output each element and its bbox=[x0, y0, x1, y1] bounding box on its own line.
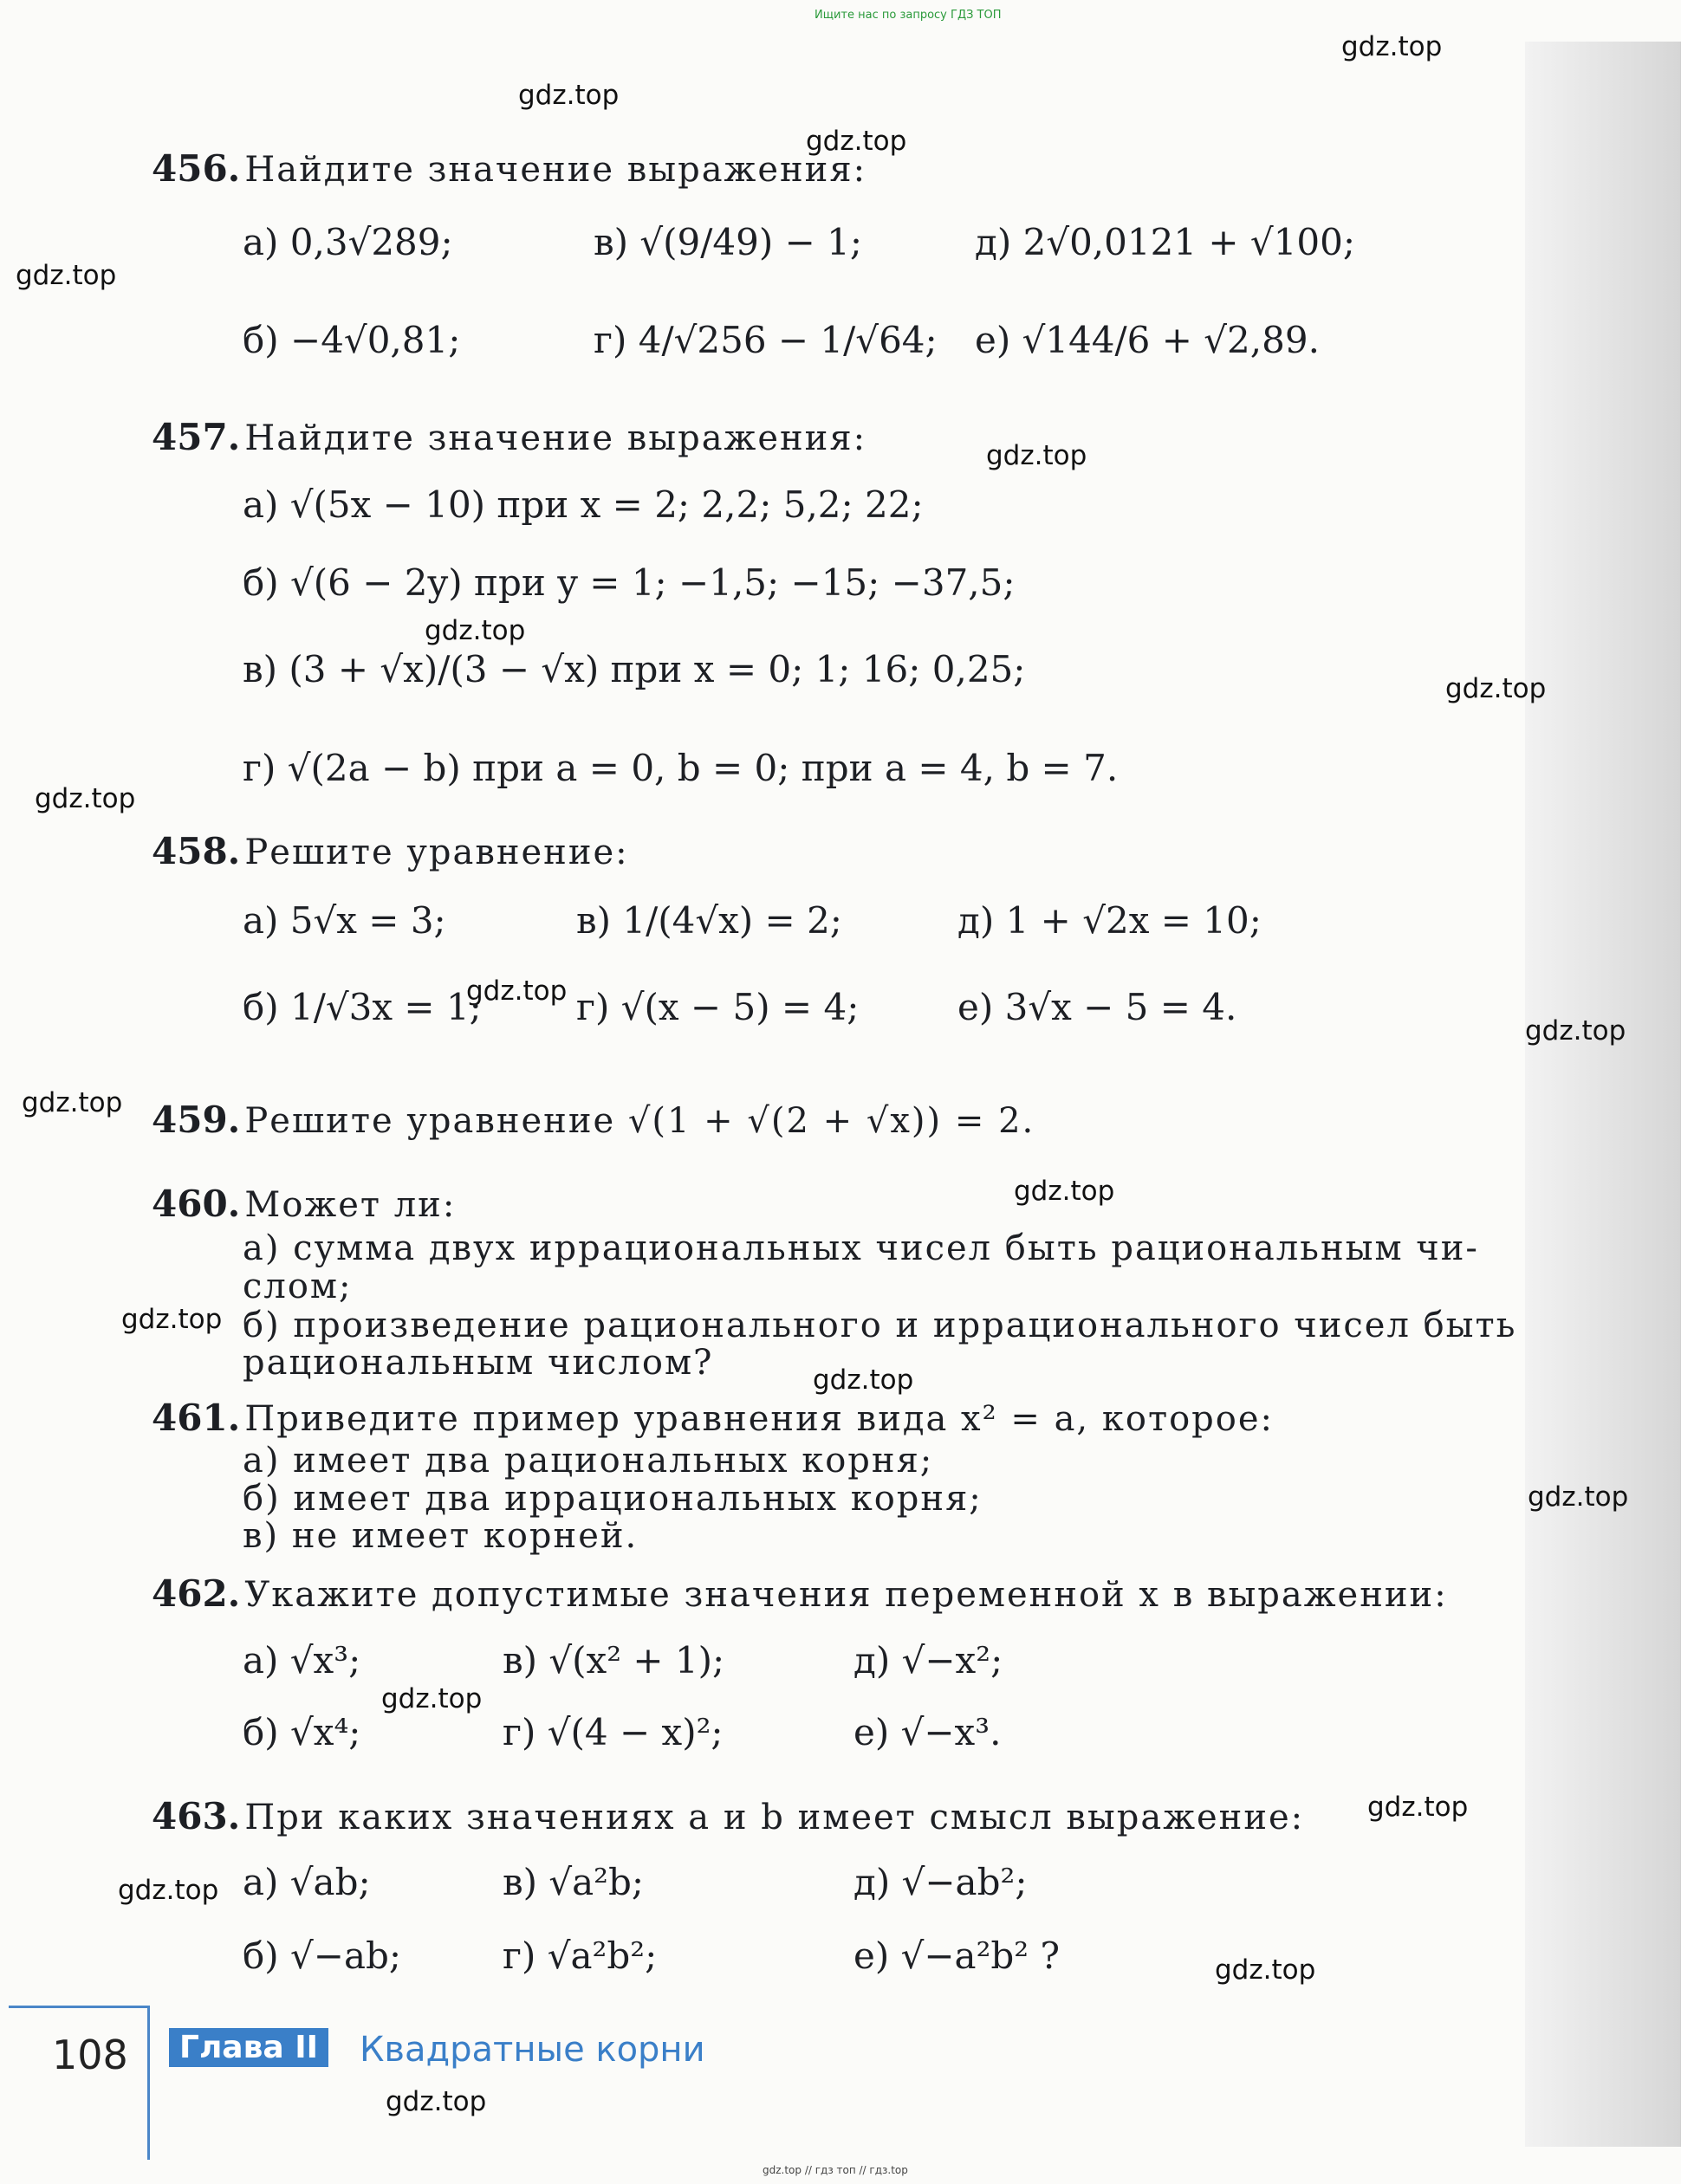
watermark: gdz.top bbox=[16, 260, 117, 291]
watermark: gdz.top bbox=[1014, 1176, 1115, 1207]
watermark: gdz.top bbox=[22, 1087, 123, 1118]
watermark: gdz.top bbox=[1445, 673, 1547, 704]
problem-title: Приведите пример уравнения вида x² = a, которое: bbox=[244, 1399, 1274, 1439]
problem-title: Укажите допустимые значения переменной x в выражении: bbox=[244, 1575, 1448, 1615]
watermark: gdz.top bbox=[1367, 1792, 1469, 1823]
page-number-box bbox=[9, 2006, 150, 2160]
problem-number: 461. bbox=[152, 1397, 241, 1439]
task-line: рациональным числом? bbox=[243, 1343, 714, 1383]
bottom-note: gdz.top // гдз топ // гдз.top bbox=[763, 2164, 908, 2176]
task-item: а) 5√x = 3; bbox=[243, 899, 446, 942]
task-line: а) сумма двух иррациональных чисел быть рациональным чи- bbox=[243, 1228, 1479, 1268]
watermark: gdz.top bbox=[1528, 1481, 1629, 1513]
watermark: gdz.top bbox=[518, 80, 620, 111]
task-item: г) √(4 − x)²; bbox=[503, 1711, 724, 1753]
top-note: Ищите нас по запросу ГДЗ ТОП bbox=[815, 9, 1002, 22]
task-item: б) −4√0,81; bbox=[243, 319, 461, 361]
problem-number: 459. bbox=[152, 1098, 241, 1141]
watermark: gdz.top bbox=[806, 126, 907, 157]
task-item: в) √(9/49) − 1; bbox=[594, 221, 862, 263]
watermark: gdz.top bbox=[1215, 1954, 1316, 1986]
page-number: 108 bbox=[52, 2032, 128, 2078]
watermark: gdz.top bbox=[381, 1683, 483, 1714]
problem-title: При каких значениях a и b имеет смысл выражение: bbox=[244, 1798, 1305, 1837]
task-line: слом; bbox=[243, 1267, 353, 1306]
problem-title: Может ли: bbox=[244, 1185, 457, 1225]
watermark: gdz.top bbox=[386, 2086, 487, 2117]
problem-456 bbox=[152, 147, 1503, 190]
task-item: г) √(2a − b) при a = 0, b = 0; при a = 4, b = 7. bbox=[243, 747, 1119, 789]
watermark: gdz.top bbox=[121, 1304, 223, 1335]
watermark: gdz.top bbox=[1341, 31, 1443, 62]
problem-459 bbox=[152, 1098, 1503, 1141]
page-footer bbox=[0, 2006, 1681, 2161]
watermark: gdz.top bbox=[466, 975, 568, 1007]
task-item: б) √−ab; bbox=[243, 1934, 402, 1977]
task-item: б) 1/√3x = 1; bbox=[243, 986, 482, 1028]
task-item: а) √ab; bbox=[243, 1861, 371, 1903]
task-item: д) 2√0,0121 + √100; bbox=[975, 221, 1356, 263]
problem-title: Решите уравнение √(1 + √(2 + √x)) = 2. bbox=[244, 1101, 1035, 1141]
task-item: в) (3 + √x)/(3 − √x) при x = 0; 1; 16; 0,25; bbox=[243, 648, 1026, 690]
problem-number: 458. bbox=[152, 830, 241, 872]
problem-461 bbox=[152, 1397, 1503, 1439]
watermark: gdz.top bbox=[986, 440, 1087, 471]
page-edge-shadow bbox=[1525, 42, 1681, 2147]
task-item: б) √(6 − 2y) при y = 1; −1,5; −15; −37,5; bbox=[243, 561, 1016, 604]
task-item: е) 3√x − 5 = 4. bbox=[957, 986, 1237, 1028]
task-item: е) √144/6 + √2,89. bbox=[975, 319, 1320, 361]
task-item: д) √−ab²; bbox=[853, 1861, 1028, 1903]
task-item: г) √(x − 5) = 4; bbox=[576, 986, 860, 1028]
problem-number: 462. bbox=[152, 1572, 241, 1615]
task-item: б) √x⁴; bbox=[243, 1711, 361, 1753]
watermark: gdz.top bbox=[425, 615, 526, 646]
task-item: г) 4/√256 − 1/√64; bbox=[594, 319, 938, 361]
problem-number: 457. bbox=[152, 416, 241, 458]
chapter-badge: Глава II bbox=[169, 2028, 328, 2067]
task-item: д) 1 + √2x = 10; bbox=[957, 899, 1262, 942]
task-item: а) 0,3√289; bbox=[243, 221, 453, 263]
problem-460 bbox=[152, 1183, 1503, 1225]
task-item: в) √(x² + 1); bbox=[503, 1639, 725, 1682]
task-line: б) произведение рационального и иррационального чисел быть bbox=[243, 1306, 1517, 1345]
watermark: gdz.top bbox=[35, 783, 136, 814]
problem-number: 460. bbox=[152, 1183, 241, 1225]
problem-458 bbox=[152, 830, 1503, 872]
task-line: в) не имеет корней. bbox=[243, 1516, 639, 1556]
task-item: в) 1/(4√x) = 2; bbox=[576, 899, 842, 942]
watermark: gdz.top bbox=[118, 1875, 219, 1906]
task-item: а) √(5x − 10) при x = 2; 2,2; 5,2; 22; bbox=[243, 483, 924, 526]
problem-title: Найдите значение выражения: bbox=[244, 418, 867, 458]
problem-457 bbox=[152, 416, 1503, 458]
task-item: е) √−x³. bbox=[853, 1711, 1002, 1753]
task-line: а) имеет два рациональных корня; bbox=[243, 1441, 934, 1481]
problem-title: Решите уравнение: bbox=[244, 833, 629, 872]
problem-number: 463. bbox=[152, 1795, 241, 1837]
task-line: б) имеет два иррациональных корня; bbox=[243, 1479, 983, 1519]
task-item: в) √a²b; bbox=[503, 1861, 645, 1903]
problem-title: Найдите значение выражения: bbox=[244, 150, 867, 190]
task-item: е) √−a²b² ? bbox=[853, 1934, 1061, 1977]
chapter-title: Квадратные корни bbox=[360, 2030, 705, 2070]
problem-462 bbox=[152, 1572, 1503, 1615]
watermark: gdz.top bbox=[813, 1364, 914, 1396]
problem-number: 456. bbox=[152, 147, 241, 190]
task-item: а) √x³; bbox=[243, 1639, 361, 1682]
problem-463 bbox=[152, 1795, 1503, 1837]
task-item: г) √a²b²; bbox=[503, 1934, 658, 1977]
task-item: д) √−x²; bbox=[853, 1639, 1003, 1682]
watermark: gdz.top bbox=[1525, 1015, 1626, 1047]
